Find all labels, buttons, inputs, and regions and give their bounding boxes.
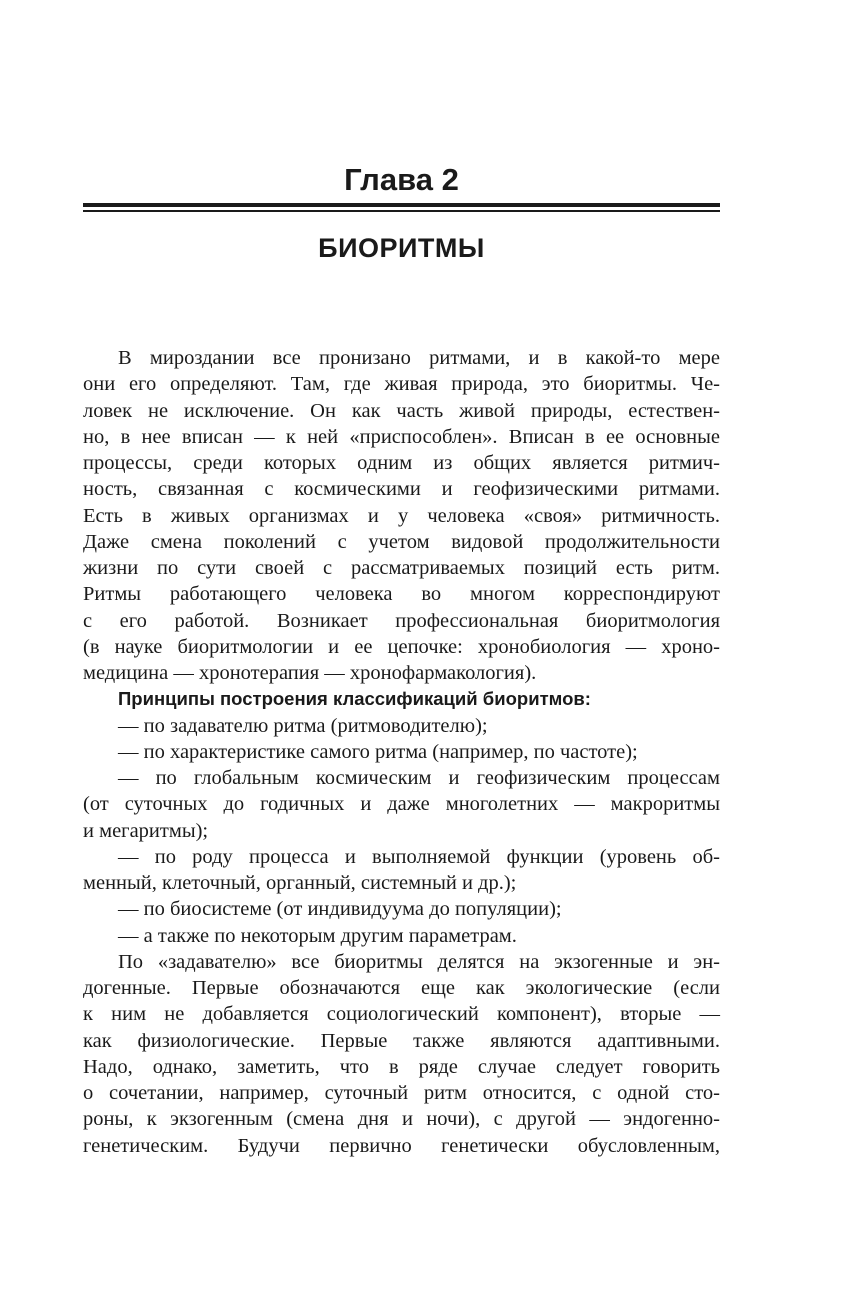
text-line: Есть в живых организмах и у человека «своя» ритмичность.	[83, 504, 720, 527]
text-line: — а также по некоторым другим параметрам.	[118, 924, 517, 947]
text-line: (от суточных до годичных и даже многолетних — макроритмы	[83, 793, 720, 816]
list-item	[83, 896, 720, 922]
text-line: с его работой. Возникает профессиональная биоритмология	[83, 609, 720, 632]
chapter-number: Глава 2	[344, 162, 459, 197]
paragraph	[83, 345, 720, 686]
text-line: генетическим. Будучи первично генетически обусловленным,	[83, 1134, 720, 1157]
text-line: ловек не исключение. Он как часть живой природы, естествен-	[83, 399, 720, 422]
text-line: — по глобальным космическим и геофизическим процессам	[118, 767, 720, 789]
list-item	[83, 923, 720, 949]
list-item	[83, 765, 720, 844]
text-line: жизни по сути своей с рассматриваемых позиций есть ритм.	[83, 557, 720, 579]
text-line: медицина — хронотерапия — хронофармакология).	[83, 662, 537, 684]
text-line: к ним не добавляется социологический компонент), вторые —	[83, 1003, 720, 1026]
list-item	[83, 739, 720, 765]
text-line: — по роду процесса и выполняемой функции (уровень об-	[118, 845, 720, 868]
text-line: о сочетании, например, суточный ритм относится, с одной сто-	[83, 1082, 720, 1104]
text-line: — по характеристике самого ритма (например, по частоте);	[118, 740, 638, 763]
text-line: (в науке биоритмологии и ее цепочке: хронобиология — хроно-	[83, 635, 720, 658]
text-line: Ритмы работающего человека во многом корреспондируют	[83, 583, 720, 606]
text-line: как физиологические. Первые также являются адаптивными.	[83, 1029, 720, 1052]
chapter-title: БИОРИТМЫ	[318, 233, 485, 263]
text-line: процессы, среди которых одним из общих является ритмич-	[83, 452, 720, 474]
heading-line: Принципы построения классификаций биоритмов:	[118, 688, 591, 710]
chapter-rule-thick	[83, 203, 720, 207]
text-line: В мироздании все пронизано ритмами, и в какой-то мере	[118, 347, 720, 369]
text-line: догенные. Первые обозначаются еще как экологические (если	[83, 977, 720, 999]
chapter-rule-thin	[83, 210, 720, 212]
text-line: но, в нее вписан — к ней «приспособлен». Вписан в ее основные	[83, 425, 720, 448]
text-line: менный, клеточный, органный, системный и др.);	[83, 872, 517, 894]
text-line: Надо, однако, заметить, что в ряде случае следует говорить	[83, 1055, 720, 1078]
text-line: ность, связанная с космическими и геофизическими ритмами.	[83, 478, 720, 501]
list-item	[83, 713, 720, 739]
text-line: они его определяют. Там, где живая природа, это биоритмы. Че-	[83, 373, 720, 396]
section-heading	[83, 686, 720, 712]
text-line: роны, к экзогенным (смена дня и ночи), с другой — эндогенно-	[83, 1108, 720, 1131]
text-line: По «задавателю» все биоритмы делятся на экзогенные и эн-	[118, 950, 720, 973]
list-item	[83, 844, 720, 897]
paragraph	[83, 949, 720, 1159]
text-line: Даже смена поколений с учетом видовой продолжительности	[83, 530, 720, 553]
text-line: — по биосистеме (от индивидуума до популяции);	[118, 898, 562, 921]
text-line: и мегаритмы);	[83, 819, 209, 842]
text-line: — по задавателю ритма (ритмоводителю);	[118, 714, 488, 737]
body-text	[83, 345, 720, 1159]
